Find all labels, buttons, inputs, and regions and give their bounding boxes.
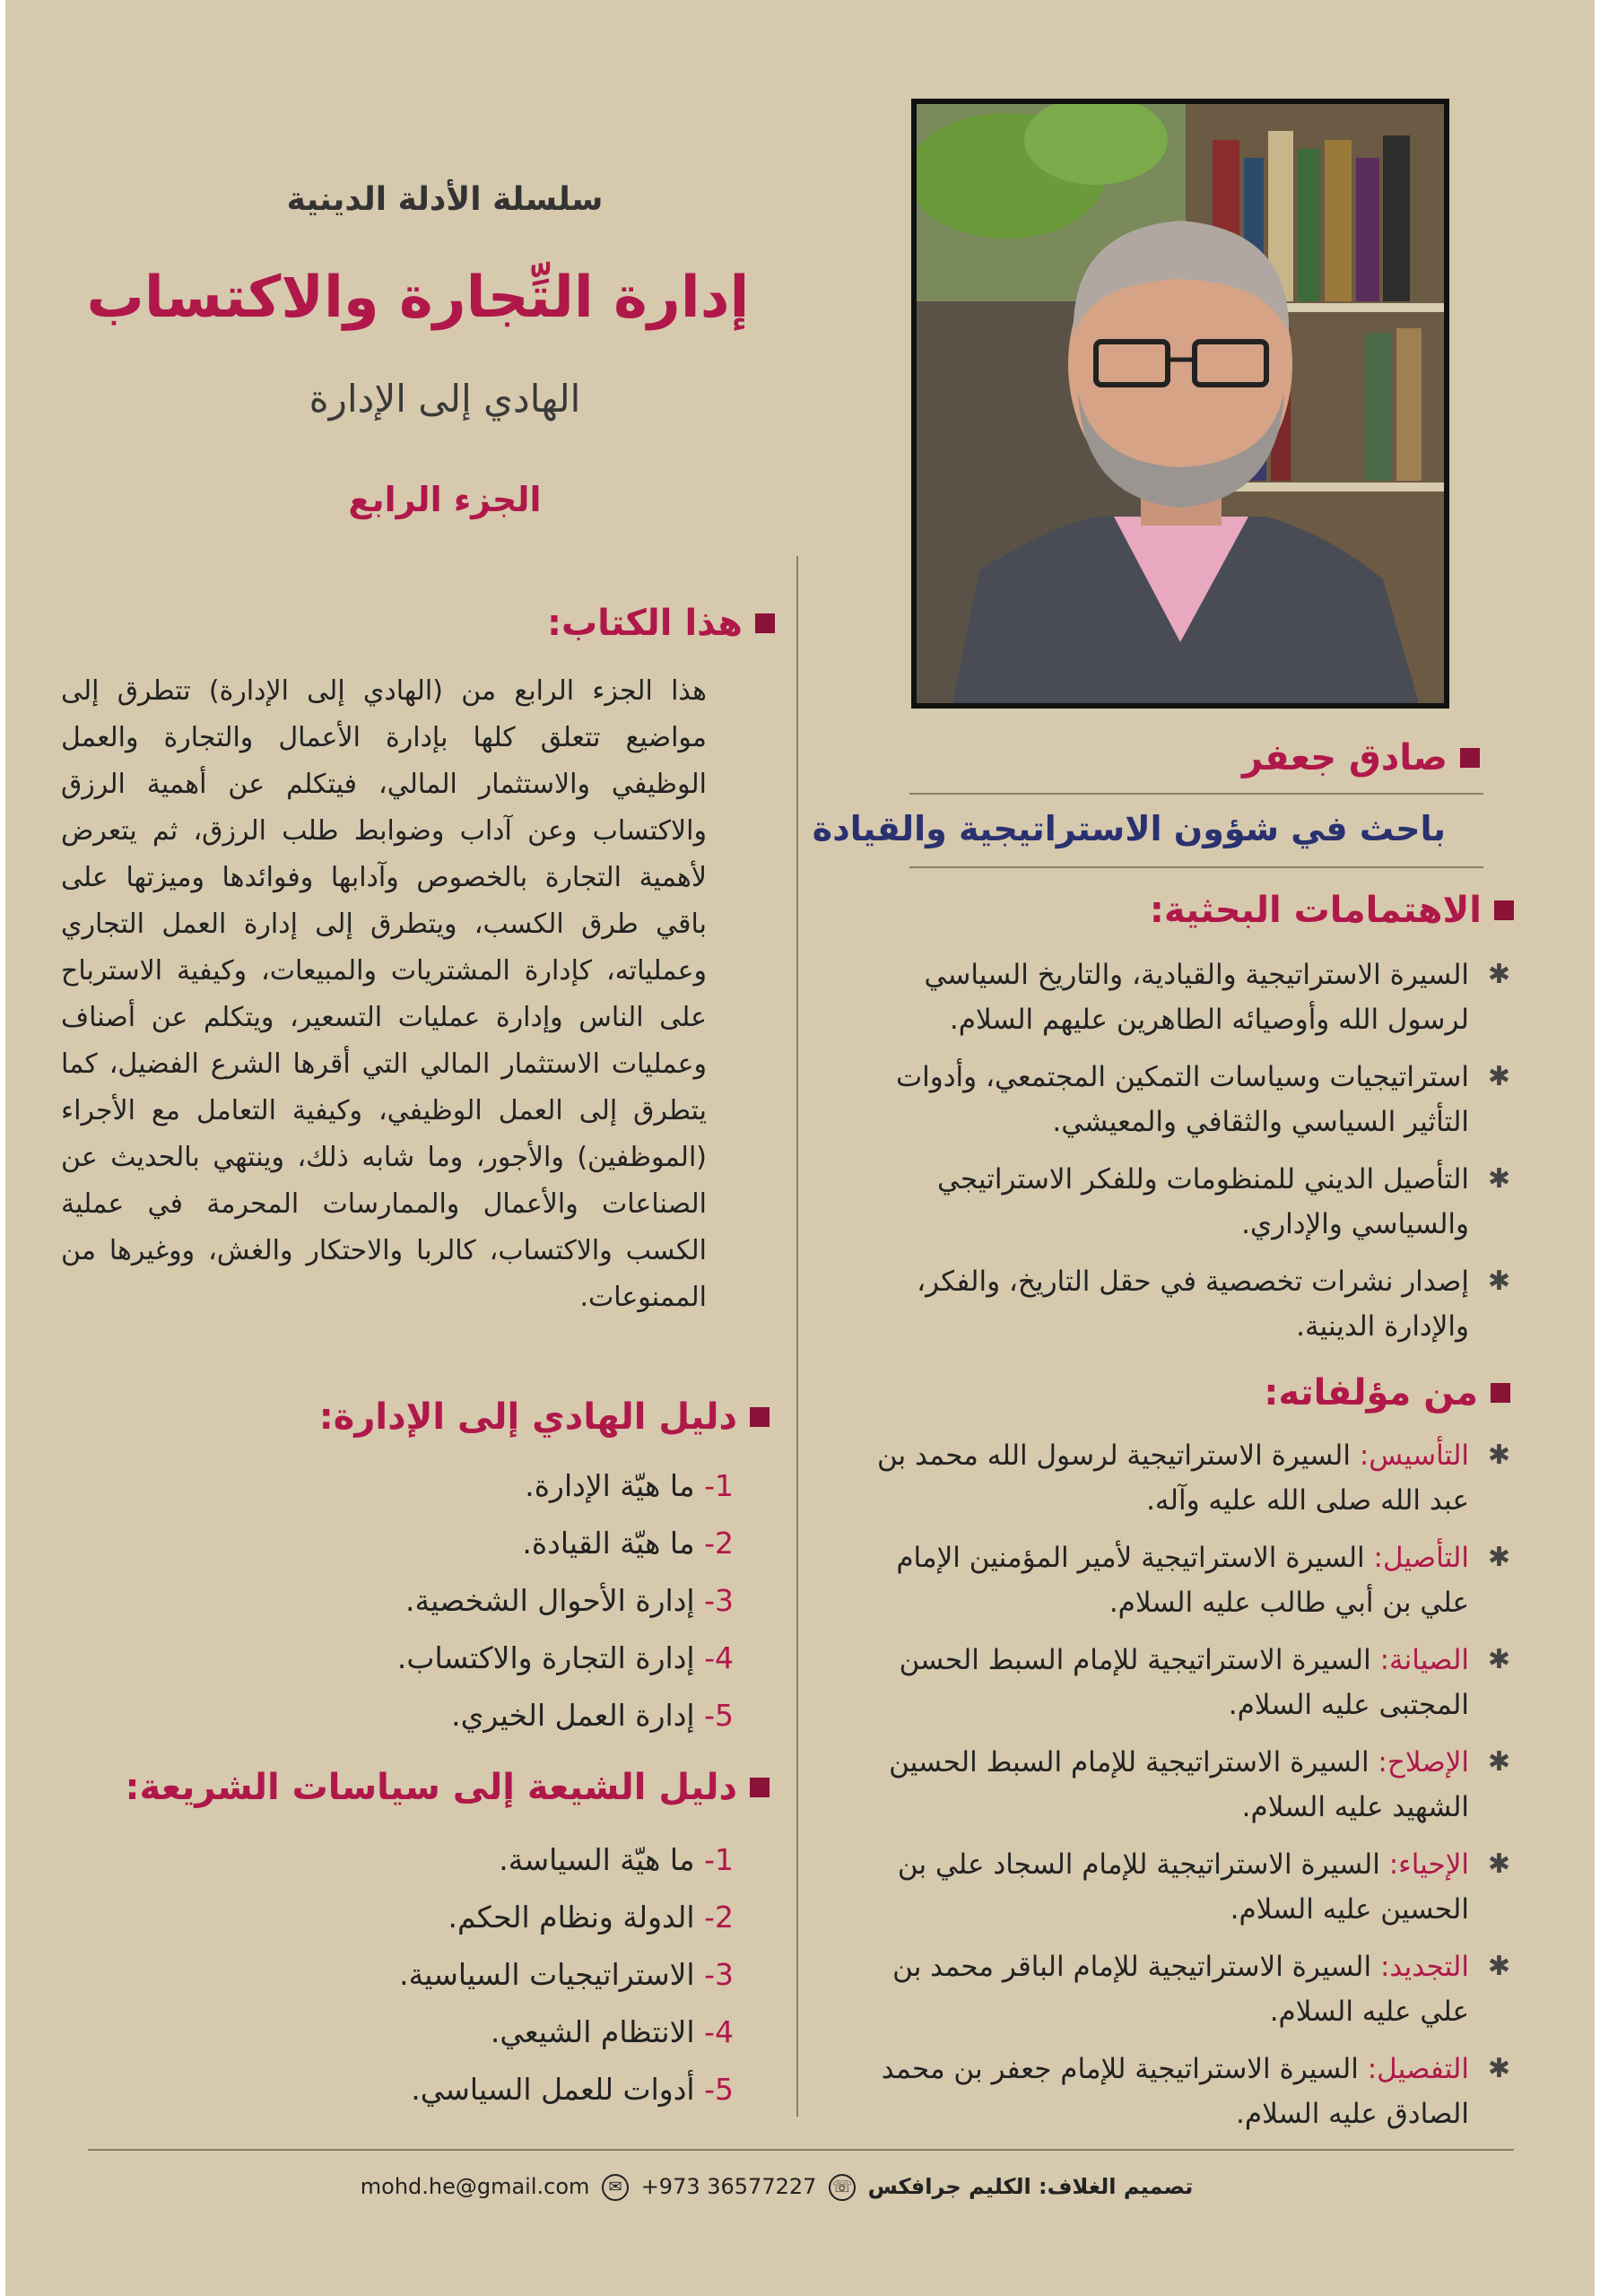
- list-item: 4- الانتظام الشيعي.: [490, 2014, 734, 2049]
- works-list: [865, 1433, 1510, 2149]
- works-heading: من مؤلفاته:: [1264, 1370, 1510, 1413]
- author-photo: [911, 99, 1449, 709]
- list-item: 1- ما هيّة السياسة.: [499, 1842, 734, 1877]
- author-portrait-icon: [917, 104, 1444, 703]
- square-bullet-icon: [1494, 900, 1514, 920]
- guide1-heading: دليل الهادي إلى الإدارة:: [319, 1395, 770, 1438]
- asterisk-icon: ✱: [1487, 1951, 1510, 1982]
- series-title: سلسلة الأدلة الدينية: [286, 181, 604, 218]
- asterisk-icon: ✱: [1487, 1746, 1510, 1778]
- square-bullet-icon: [755, 613, 775, 633]
- list-item: ✱ التجديد: السيرة الاستراتيجية للإمام الباقر محمد بن علي عليه السلام.: [865, 1944, 1510, 2034]
- list-item: ✱ السيرة الاستراتيجية والقيادية، والتاريخ السياسي لرسول الله وأوصيائه الطاهرين عليهم السلام.: [865, 952, 1510, 1042]
- author-name: صادق جعفر: [1242, 735, 1480, 778]
- column-divider: [796, 556, 798, 2117]
- list-item: 4- إدارة التجارة والاكتساب.: [396, 1640, 734, 1675]
- asterisk-icon: ✱: [1487, 1439, 1510, 1471]
- list-item: ✱ الإحياء: السيرة الاستراتيجية للإمام السجاد علي بن الحسين عليه السلام.: [865, 1842, 1510, 1932]
- square-bullet-icon: [1491, 1383, 1510, 1403]
- square-bullet-icon: [1460, 748, 1480, 768]
- list-item: 5- أدوات للعمل السياسي.: [411, 2072, 734, 2107]
- email-icon: ✉: [602, 2174, 629, 2201]
- guide1-list: [52, 1457, 734, 1744]
- divider: [909, 793, 1483, 795]
- list-item: ✱ التفصيل: السيرة الاستراتيجية للإمام جعفر بن محمد الصادق عليه السلام.: [865, 2047, 1510, 2136]
- list-item: 3- إدارة الأحوال الشخصية.: [405, 1583, 734, 1618]
- interests-list: [865, 952, 1510, 1361]
- list-item: 5- إدارة العمل الخيري.: [451, 1698, 734, 1733]
- asterisk-icon: ✱: [1487, 2053, 1510, 2084]
- asterisk-icon: ✱: [1487, 1644, 1510, 1675]
- about-heading: هذا الكتاب:: [547, 601, 775, 644]
- square-bullet-icon: [750, 1407, 770, 1427]
- book-part: الجزء الرابع: [348, 480, 542, 519]
- about-text: هذا الجزء الرابع من (الهادي إلى الإدارة) تتطرق إلى مواضيع تتعلق كلها بإدارة الأعمال والتجارة والعمل الوظيفي والاستثمار المالي، فيتكلم عن أهمية الرزق والاكتساب وعن آداب وضوابط طلب الرزق، ثم يتعرض لأهمية التجارة بالخصوص وآدابها وفوائدها وميزتها على باقي طرق الكسب، ويتطرق إلى إدارة العمل التجاري وعملياته، كإدارة المشتريات والمبيعات، وكيفية الاسترباح على الناس وإدارة عمليات التسعير، ويتكلم عن أصناف وعمليات الاستثمار المالي التي أقرها الشرع الفضيل، كما يتطرق إلى العمل الوظيفي، وكيفية التعامل مع الأجراء (الموظفين) والأجور، وما شابه ذلك، وينتهي بالحديث عن الصناعات والأعمال والممارسات المحرمة في عملية الكسب والاكتساب، كالربا والاحتكار والغش، ووغيرها من الممنوعات.: [61, 675, 707, 1313]
- asterisk-icon: ✱: [1487, 1061, 1510, 1092]
- list-item: ✱ التأسيس: السيرة الاستراتيجية لرسول الله محمد بن عبد الله صلى الله عليه وآله.: [865, 1433, 1510, 1523]
- list-item: 2- الدولة ونظام الحكم.: [448, 1900, 734, 1935]
- author-role: باحث في شؤون الاستراتيجية والقيادة: [812, 809, 1446, 848]
- list-item: ✱ إصدار نشرات تخصصية في حقل التاريخ، والفكر، والإدارة الدينية.: [865, 1259, 1510, 1349]
- phone-icon: ☏: [829, 2174, 856, 2201]
- book-title: إدارة التِّجارة والاكتساب: [86, 265, 750, 331]
- guide2-list: [52, 1831, 734, 2118]
- asterisk-icon: ✱: [1487, 1848, 1510, 1880]
- asterisk-icon: ✱: [1487, 1542, 1510, 1573]
- email-address[interactable]: mohd.he@gmail.com: [360, 2174, 590, 2199]
- footer-divider: [88, 2149, 1514, 2151]
- guide2-heading: دليل الشيعة إلى سياسات الشريعة:: [126, 1765, 770, 1808]
- list-item: 3- الاستراتيجيات السياسية.: [399, 1957, 734, 1992]
- asterisk-icon: ✱: [1487, 959, 1510, 990]
- divider: [909, 866, 1483, 868]
- book-subtitle: الهادي إلى الإدارة: [309, 377, 581, 421]
- list-item: ✱ الإصلاح: السيرة الاستراتيجية للإمام السبط الحسين الشهيد عليه السلام.: [865, 1740, 1510, 1830]
- list-item: ✱ الصيانة: السيرة الاستراتيجية للإمام السبط الحسن المجتبى عليه السلام.: [865, 1638, 1510, 1727]
- design-credit: تصميم الغلاف: الكليم جرافكس: [867, 2174, 1194, 2199]
- list-item: ✱ استراتيجيات وسياسات التمكين المجتمعي، وأدوات التأثير السياسي والثقافي والمعيشي.: [865, 1055, 1510, 1144]
- phone-number[interactable]: +973 36577227: [640, 2174, 817, 2199]
- list-item: ✱ التأصيل الديني للمنظومات وللفكر الاستراتيجي والسياسي والإداري.: [865, 1157, 1510, 1247]
- square-bullet-icon: [750, 1778, 770, 1797]
- list-item: 1- ما هيّة الإدارة.: [525, 1468, 734, 1503]
- interests-heading: الاهتمامات البحثية:: [1150, 888, 1514, 931]
- list-item: 2- ما هيّة القيادة.: [522, 1526, 734, 1561]
- back-cover: [5, 0, 1595, 2296]
- footer: [346, 2174, 1207, 2201]
- asterisk-icon: ✱: [1487, 1163, 1510, 1195]
- asterisk-icon: ✱: [1487, 1265, 1510, 1297]
- list-item: ✱ التأصيل: السيرة الاستراتيجية لأمير المؤمنين الإمام علي بن أبي طالب عليه السلام.: [865, 1535, 1510, 1625]
